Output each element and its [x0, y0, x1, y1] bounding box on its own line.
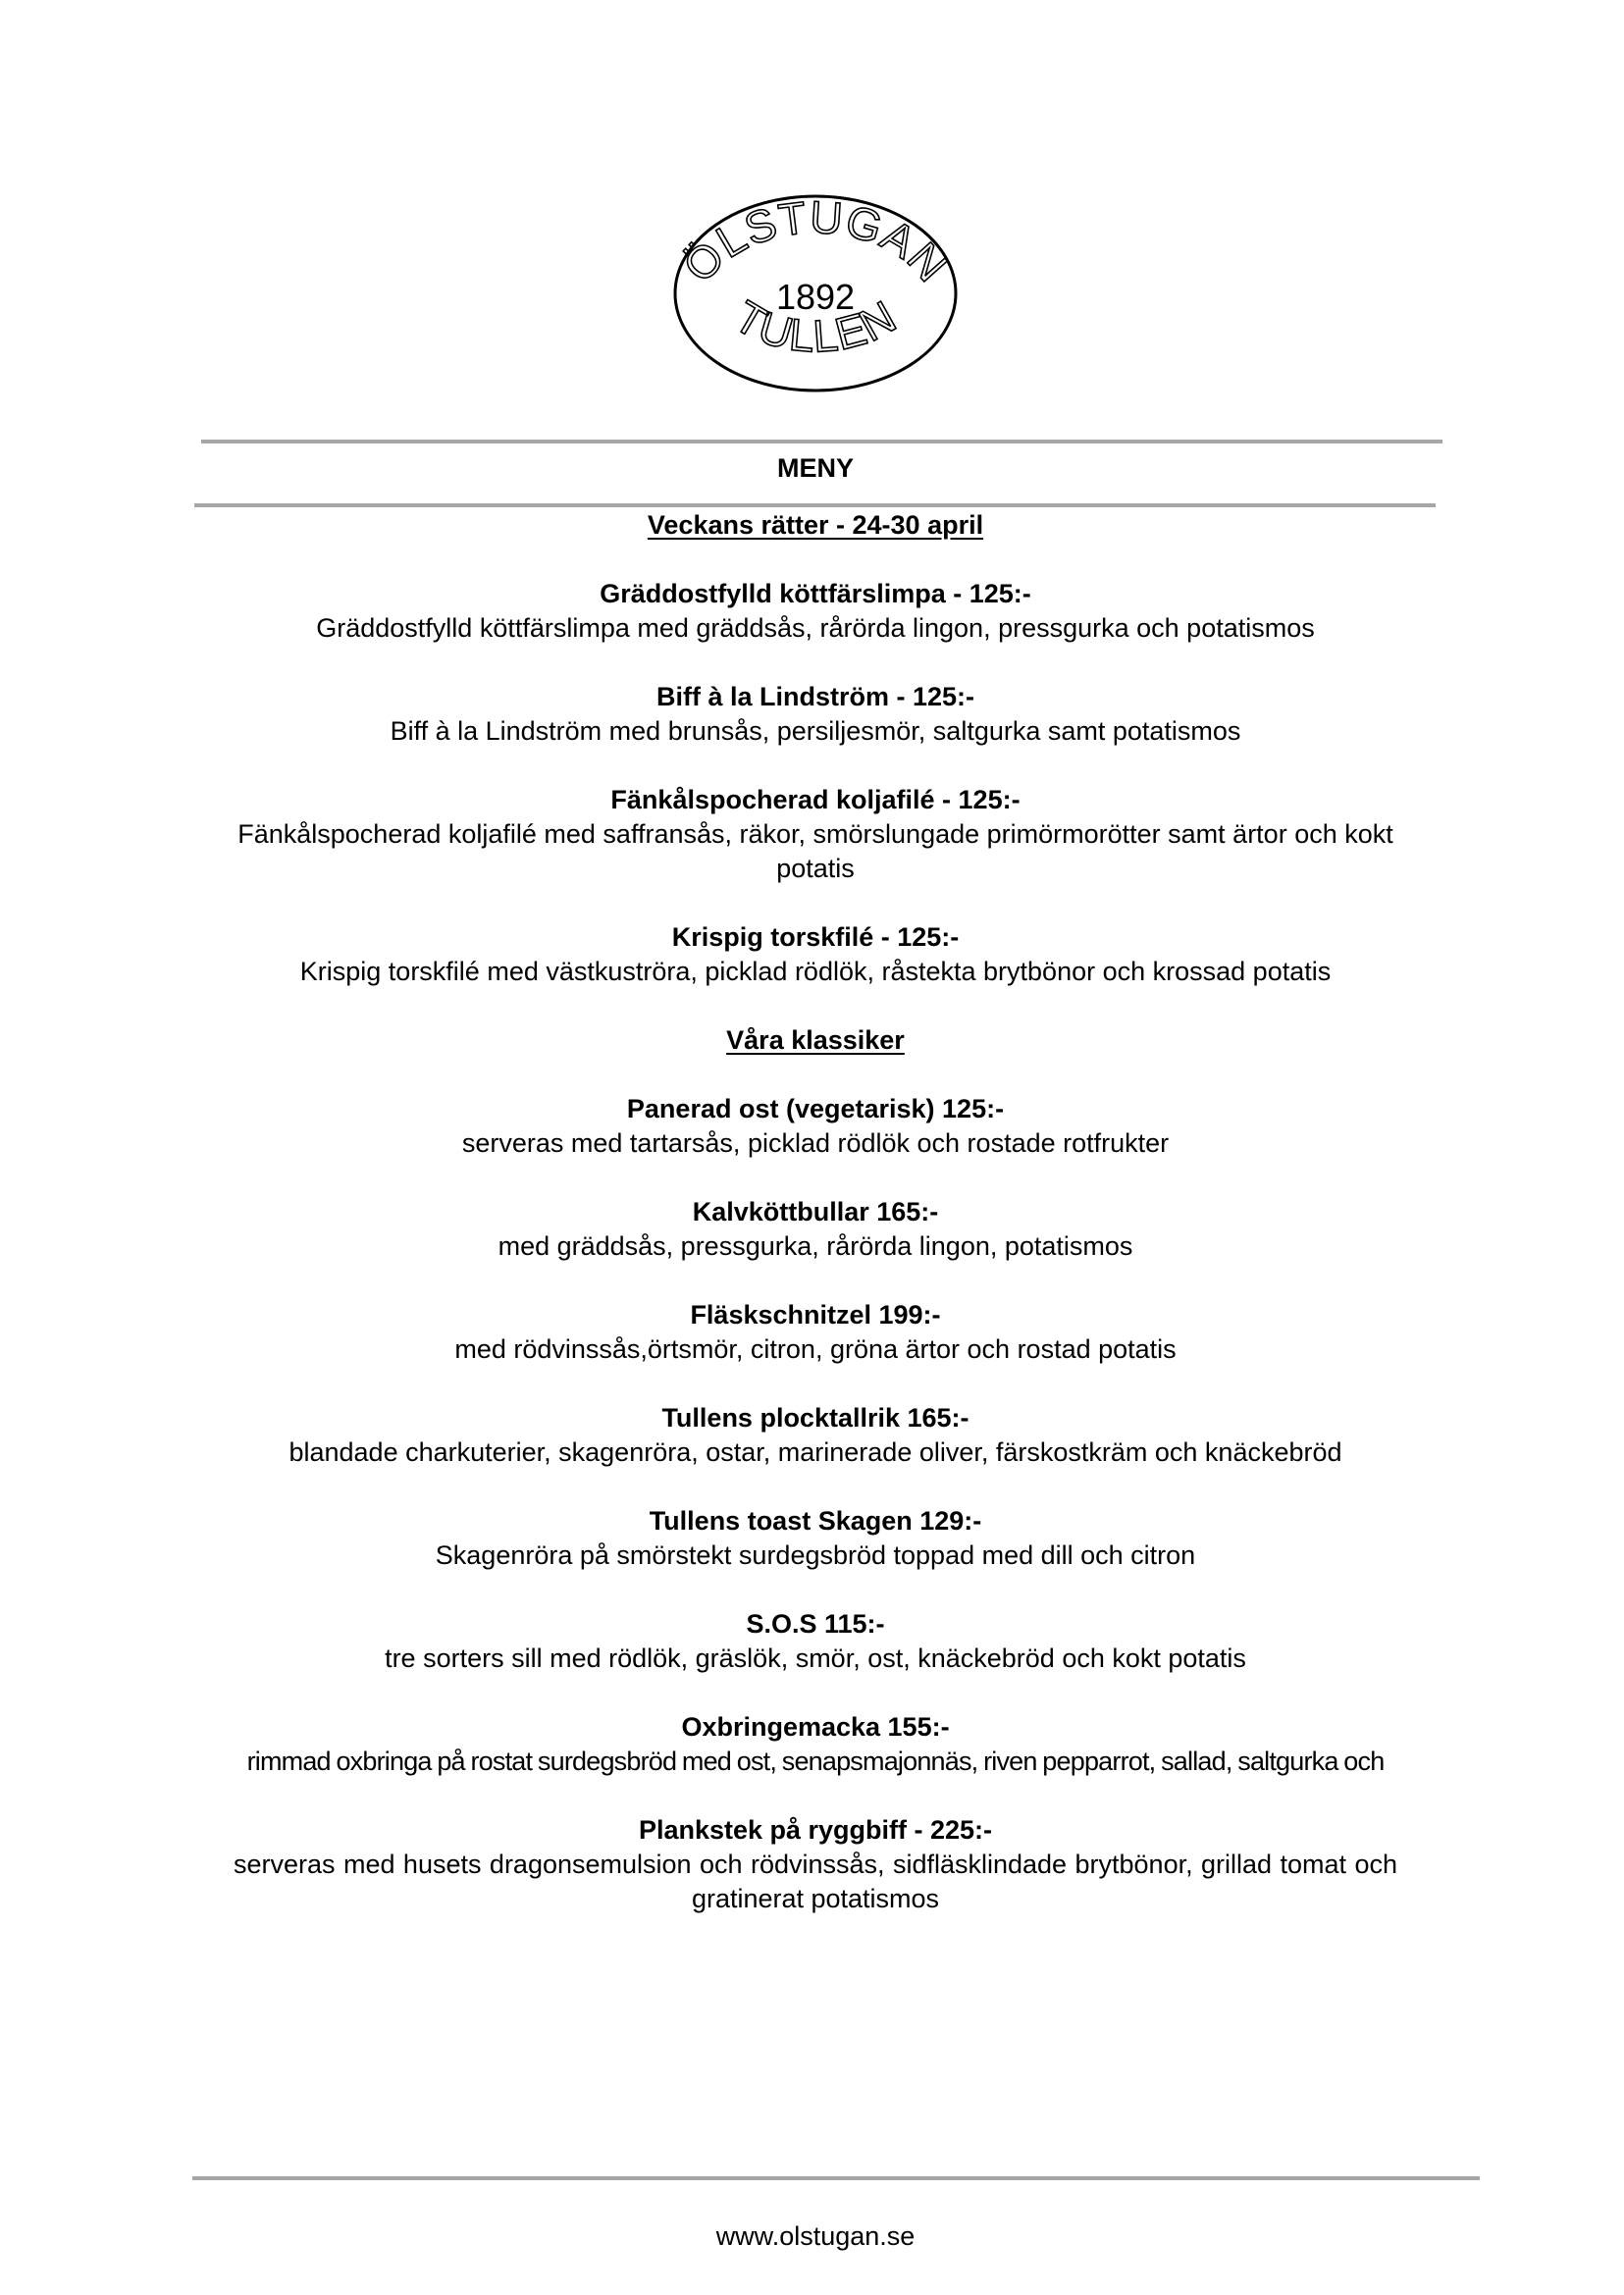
dish-name: Kalvköttbullar 165:-	[692, 1197, 939, 1226]
logo-text-top: ÖLSTUGAN	[672, 190, 959, 292]
dish-item	[0, 1195, 1624, 1264]
dish-description: tre sorters sill med rödlök, gräslök, smör, ost, knäckebröd och kokt potatis	[385, 1643, 1246, 1673]
dish-item	[0, 1710, 1624, 1779]
logo-year: 1892	[775, 277, 856, 317]
dish-item	[0, 920, 1624, 989]
dish-item	[0, 1092, 1624, 1161]
page-title: MENY	[776, 453, 854, 483]
dish-description-wrap	[0, 817, 1624, 886]
dish-description: Skagenröra på smörstekt surdegsbröd toppad med dill och citron	[435, 1540, 1196, 1570]
dish-name: Tullens plocktallrik 165:-	[661, 1403, 969, 1433]
dish-name: Plankstek på ryggbiff - 225:-	[638, 1815, 993, 1845]
divider-footer	[192, 2176, 1480, 2180]
dish-item	[0, 680, 1624, 749]
logo-seal-graphic	[668, 187, 963, 399]
dish-name: Gräddostfylld köttfärslimpa - 125:-	[600, 579, 1031, 608]
dish-description: med gräddsås, pressgurka, rårörda lingon, potatismos	[498, 1231, 1133, 1261]
dish-item	[0, 577, 1624, 646]
menu-content	[0, 508, 1624, 1916]
section-heading-classics: Våra klassiker	[726, 1025, 905, 1055]
dish-item	[0, 1298, 1624, 1367]
dish-description-continued: gratinerat potatismos	[691, 1884, 940, 1913]
dish-description: blandade charkuterier, skagenröra, ostar, marinerade oliver, färskostkräm och knäckebröd	[288, 1437, 1342, 1467]
dish-name: Biff à la Lindström - 125:-	[655, 682, 975, 711]
section-heading-weekly: Veckans rätter - 24-30 april	[647, 510, 984, 540]
dish-description: serveras med husets dragonsemulsion och rödvinssås, sidfläsklindade brytbönor, grillad tomat och	[234, 1850, 1397, 1879]
dish-name: Krispig torskfilé - 125:-	[671, 922, 960, 952]
dish-description: serveras med tartarsås, picklad rödlök och rostade rotfrukter	[461, 1128, 1170, 1158]
dish-description: Gräddostfylld köttfärslimpa med gräddsås, rårörda lingon, pressgurka och potatismos	[316, 613, 1315, 643]
footer-website-link[interactable]: www.olstugan.se	[715, 2221, 916, 2251]
olstugan-logo	[668, 187, 963, 399]
dish-name: Fläskschnitzel 199:-	[690, 1300, 941, 1330]
dish-name: Fänkålspocherad koljafilé - 125:-	[610, 785, 1021, 814]
dish-item	[0, 783, 1624, 886]
dish-item	[0, 1401, 1624, 1470]
dish-item	[0, 1813, 1624, 1916]
divider-top	[201, 440, 1442, 443]
dish-description: Krispig torskfilé med västkuströra, picklad rödlök, råstekta brytbönor och krossad potatis	[299, 957, 1332, 986]
dish-description: rimmad oxbringa på rostat surdegsbröd med ost, senapsmajonnäs, riven pepparrot, sallad, saltgurka och	[246, 1747, 1385, 1776]
dish-name: S.O.S 115:-	[746, 1609, 885, 1639]
dish-name: Oxbringemacka 155:-	[681, 1712, 950, 1742]
dish-item	[0, 1504, 1624, 1573]
dish-name: Panerad ost (vegetarisk) 125:-	[626, 1094, 1005, 1123]
divider-below-title	[194, 503, 1436, 507]
dish-description: med rödvinssås,örtsmör, citron, gröna ärtor och rostad potatis	[454, 1334, 1177, 1364]
dish-description: Fänkålspocherad koljafilé med saffransås, räkor, smörslungade primörmorötter samt ärtor och kokt potatis	[237, 819, 1393, 883]
dish-description: Biff à la Lindström med brunsås, persiljesmör, saltgurka samt potatismos	[390, 716, 1241, 746]
dish-item	[0, 1607, 1624, 1676]
dish-description-wrap	[0, 1848, 1624, 1882]
dish-name: Tullens toast Skagen 129:-	[649, 1506, 982, 1536]
logo-text-bottom: TULLEN	[725, 289, 906, 362]
